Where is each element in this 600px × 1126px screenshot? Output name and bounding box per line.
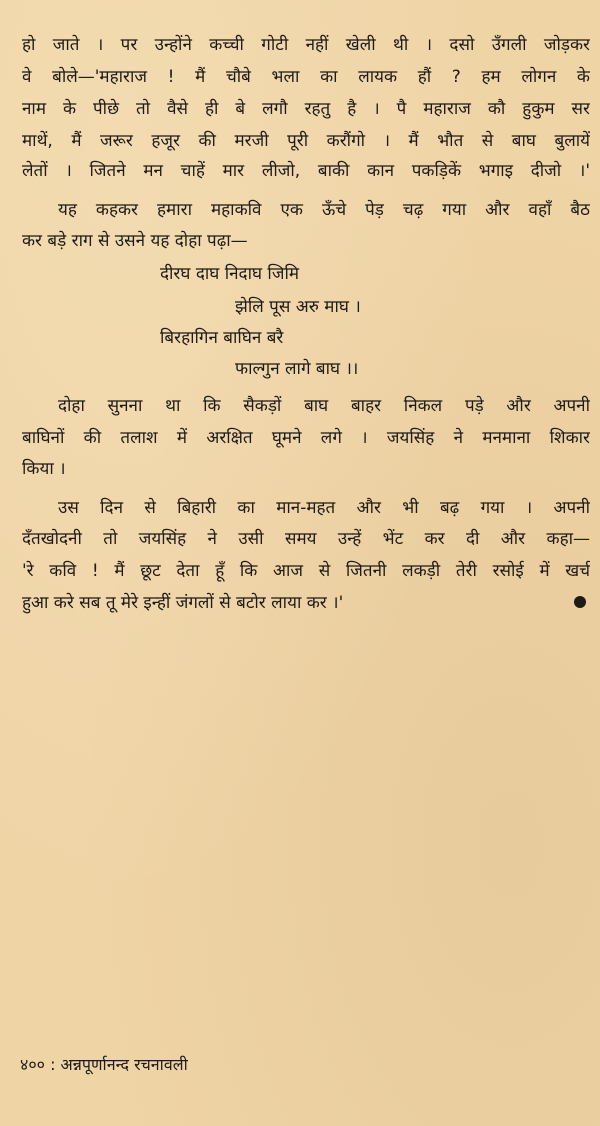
text-line: यह कहकर हमारा महाकवि एक ऊँचे पेड़ चढ़ गया और वहाँ बैठ (58, 200, 590, 220)
text-line: कर बड़े राग से उसने यह दोहा पढ़ा— (22, 231, 248, 251)
text-line: दँतखोदनी तो जयसिंह ने उसी समय उन्हें भेंट कर दी और कहा— (22, 529, 590, 549)
page-number: ४०० (20, 1055, 45, 1074)
text-line: हुआ करे सब तू मेरे इन्हीं जंगलों से बटोर लाया कर ।' (22, 593, 344, 613)
text-line: उस दिन से बिहारी का मान-महत और भी बढ़ गया । अपनी (58, 498, 590, 518)
verse-line: बिरहागिन बाघिन बरै (160, 328, 284, 348)
book-title: अन्नपूर्णानन्द रचनावली (60, 1055, 188, 1074)
text-line: दोहा सुनना था कि सैकड़ों बाघ बाहर निकल पड़े और अपनी (58, 396, 590, 416)
text-line: नाम के पीछे तो वैसे ही बे लगौ रहतु है । पै महाराज कौ हुकुम सर (22, 99, 590, 119)
page-footer (20, 1054, 188, 1076)
verse-line: फाल्गुन लागे बाघ ।। (235, 359, 359, 379)
text-line: किया । (22, 459, 66, 479)
end-bullet-icon (574, 596, 586, 608)
verse-line: झेलि पूस अरु माघ । (235, 297, 361, 317)
text-line: हो जाते । पर उन्होंने कच्ची गोटी नहीं खेली थी । दसो उँगली जोड़कर (22, 35, 590, 55)
text-line: बाघिनों की तलाश में अरक्षित घूमने लगे । जयसिंह ने मनमाना शिकार (22, 428, 590, 448)
text-line: लेतों । जितने मन चाहें मार लीजो, बाकी कान पकड़िकें भगाइ दीजो ।' (22, 161, 590, 181)
text-line: 'रे कवि ! मैं छूट देता हूँ कि आज से जितनी लकड़ी तेरी रसोई में खर्च (22, 561, 590, 581)
text-line: वे बोले—'महाराज ! मैं चौबे भला का लायक हौं ? हम लोगन के (22, 67, 590, 87)
footer-separator: : (50, 1055, 56, 1074)
verse-line: दीरघ दाघ निदाघ जिमि (160, 264, 300, 284)
text-line: माथें, मैं जरूर हजूर की मरजी पूरी करौंगो । मैं भौत से बाघ बुलायें (22, 131, 590, 151)
